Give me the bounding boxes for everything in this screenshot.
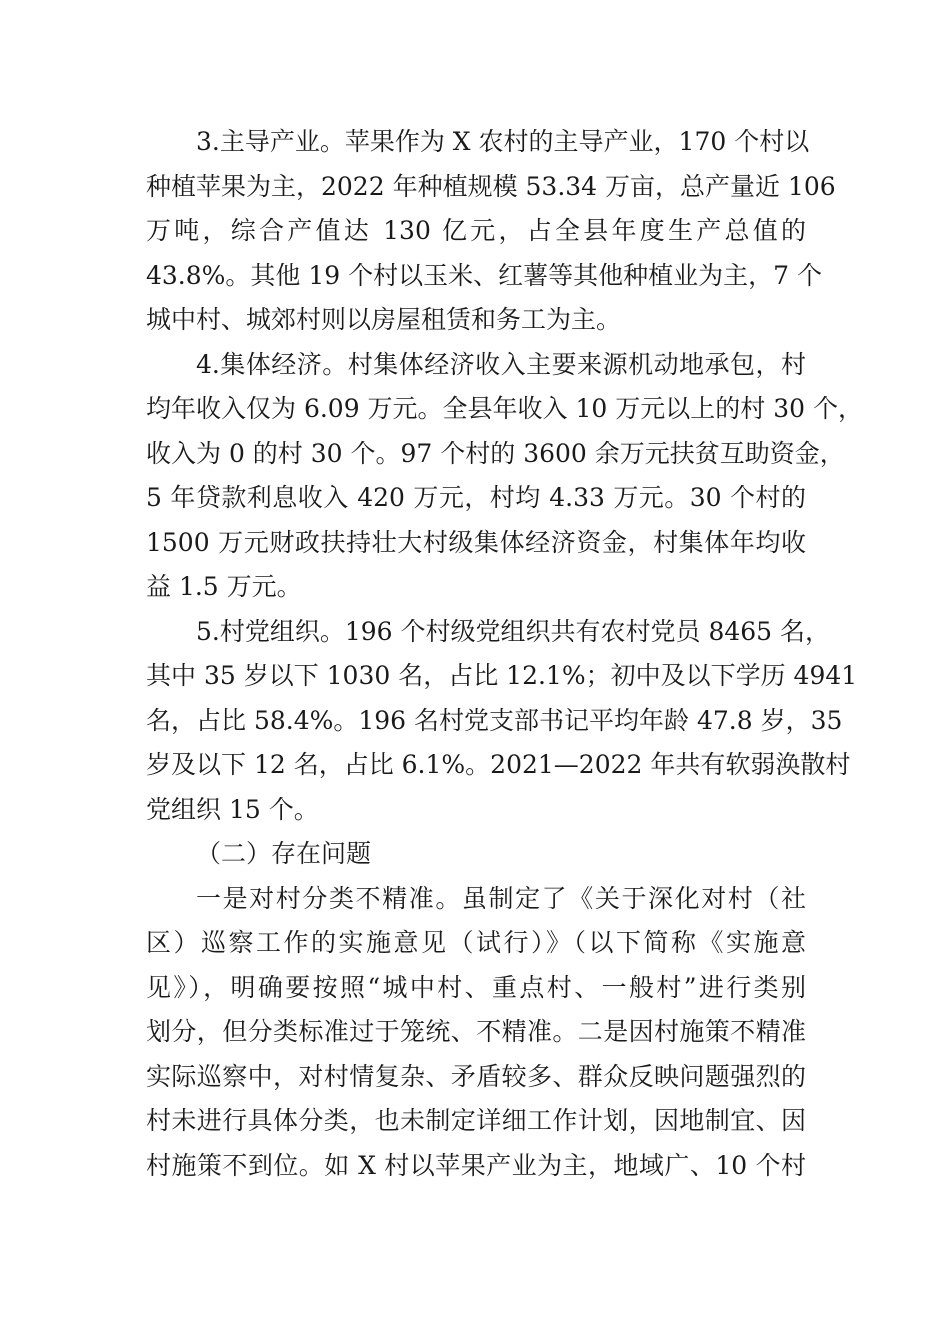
paragraph-line: 岁及以下 12 名，占比 6.1%。2021—2022 年共有软弱涣散村 bbox=[146, 750, 851, 779]
paragraph-line: 村施策不到位。如 X 村以苹果产业为主，地域广、10 个村 bbox=[146, 1151, 806, 1180]
paragraph-line: 村未进行具体分类，也未制定详细工作计划，因地制宜、因 bbox=[146, 1106, 806, 1135]
paragraph-line: 其中 35 岁以下 1030 名，占比 12.1%；初中及以下学历 4941 bbox=[146, 661, 858, 690]
section-heading: （二）存在问题 bbox=[196, 839, 372, 868]
paragraph-line: 益 1.5 万元。 bbox=[146, 572, 302, 601]
paragraph-line: 43.8%。其他 19 个村以玉米、红薯等其他种植业为主，7 个 bbox=[146, 261, 822, 290]
paragraph-line: 种植苹果为主，2022 年种植规模 53.34 万亩，总产量近 106 bbox=[146, 172, 836, 201]
paragraph-line: 见》），明确要按照“城中村、重点村、一般村”进行类别 bbox=[146, 973, 806, 1002]
paragraph-line: 收入为 0 的村 30 个。97 个村的 3600 余万元扶贫互助资金， bbox=[146, 439, 845, 468]
paragraph-line: 党组织 15 个。 bbox=[146, 795, 319, 824]
paragraph-line: 名，占比 58.4%。196 名村党支部书记平均年龄 47.8 岁，35 bbox=[146, 706, 843, 735]
paragraph-line: 4.集体经济。村集体经济收入主要来源机动地承包，村 bbox=[196, 350, 806, 379]
paragraph-line: 实际巡察中，对村情复杂、矛盾较多、群众反映问题强烈的 bbox=[146, 1062, 806, 1091]
paragraph-line: 万吨，综合产值达 130 亿元，占全县年度生产总值的 bbox=[146, 216, 806, 245]
paragraph-line: 区）巡察工作的实施意见（试行）》（以下简称《实施意 bbox=[146, 928, 806, 957]
paragraph-line: 划分，但分类标准过于笼统、不精准。二是因村施策不精准 bbox=[146, 1017, 806, 1046]
paragraph-line: 均年收入仅为 6.09 万元。全县年收入 10 万元以上的村 30 个， bbox=[146, 394, 863, 423]
paragraph-line: 1500 万元财政扶持壮大村级集体经济资金，村集体年均收 bbox=[146, 528, 806, 557]
paragraph-line: 3.主导产业。苹果作为 X 农村的主导产业，170 个村以 bbox=[196, 127, 810, 156]
paragraph-line: 5.村党组织。196 个村级党组织共有农村党员 8465 名， bbox=[196, 617, 831, 646]
paragraph-line: 5 年贷款利息收入 420 万元，村均 4.33 万元。30 个村的 bbox=[146, 483, 806, 512]
paragraph-line: 城中村、城郊村则以房屋租赁和务工为主。 bbox=[146, 305, 622, 334]
paragraph-line: 一是对村分类不精准。虽制定了《关于深化对村（社 bbox=[196, 884, 806, 913]
